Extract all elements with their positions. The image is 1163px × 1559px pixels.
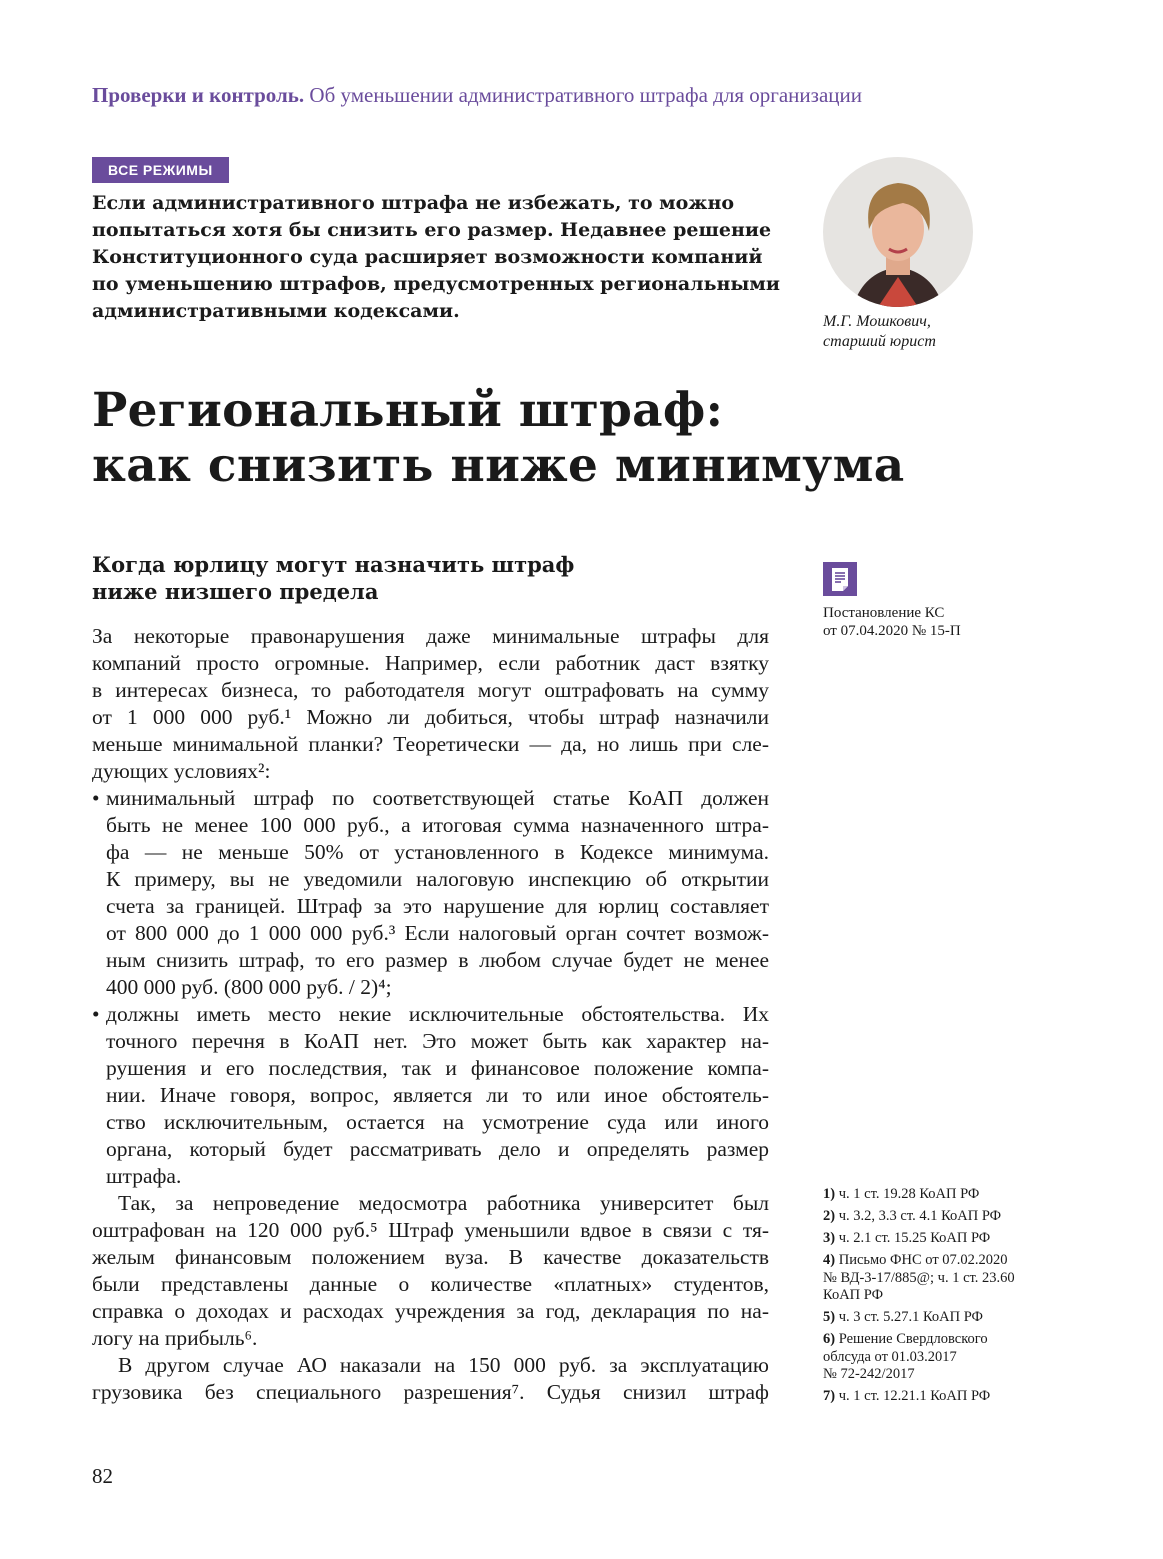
reference-line: Постановление КС bbox=[823, 605, 945, 621]
body-line-text: логу на прибыль⁶. bbox=[92, 1326, 258, 1350]
body-line-text: в интересах бизнеса, то работодателя могут оштрафовать на сумму bbox=[92, 678, 769, 702]
footnote-text: Письмо ФНС от 07.02.2020 bbox=[838, 1252, 1008, 1268]
footnote-number: 3) bbox=[823, 1230, 836, 1246]
body-line bbox=[92, 1190, 769, 1217]
body-line-text: должны иметь место некие исключительные обстоятельства. Их bbox=[106, 1002, 769, 1026]
body-line bbox=[92, 650, 769, 677]
body-line bbox=[92, 839, 769, 866]
body-line bbox=[92, 704, 769, 731]
reference-line: от 07.04.2020 № 15-П bbox=[823, 623, 961, 639]
body-line-text: компаний просто огромные. Например, если работник даст взятку bbox=[92, 651, 769, 675]
author-caption bbox=[823, 312, 936, 352]
subhead-line: ниже низшего предела bbox=[92, 579, 379, 604]
body-line-text: справка о доходах и расходах учреждения за год, декларация по на- bbox=[92, 1299, 769, 1323]
body-line bbox=[92, 1136, 769, 1163]
footnote bbox=[823, 1186, 1053, 1204]
body-line bbox=[92, 947, 769, 974]
footnote bbox=[823, 1208, 1053, 1226]
footnote-text: ч. 3 ст. 5.27.1 КоАП РФ bbox=[838, 1309, 983, 1325]
footnote-text: облсуда от 01.03.2017 bbox=[823, 1348, 957, 1365]
body-line bbox=[92, 866, 769, 893]
body-line bbox=[92, 1352, 769, 1379]
body-line-text: штрафа. bbox=[106, 1164, 182, 1188]
body-line-text: меньше минимальной планки? Теоретически — да, но лишь при сле- bbox=[92, 732, 769, 756]
body-line bbox=[92, 1055, 769, 1082]
section-heading bbox=[92, 551, 574, 605]
body-line-text: Так, за непроведение медосмотра работника университет был bbox=[118, 1191, 769, 1215]
body-line-text: 400 000 руб. (800 000 руб. / 2)⁴; bbox=[106, 975, 392, 999]
body-line bbox=[92, 920, 769, 947]
body-line-text: К примеру, вы не уведомили налоговую инспекцию об открытии bbox=[106, 867, 769, 891]
body-line-text: желым финансовым положением вуза. В качестве доказательств bbox=[92, 1245, 769, 1269]
body-line bbox=[92, 1028, 769, 1055]
body-line bbox=[92, 1244, 769, 1271]
footnote bbox=[823, 1388, 1053, 1406]
body-line-text: дующих условиях²: bbox=[92, 759, 271, 783]
body-line-text: За некоторые правонарушения даже минимальные штрафы для bbox=[92, 624, 769, 648]
page-number: 82 bbox=[92, 1464, 113, 1488]
body-line bbox=[92, 974, 769, 1001]
footnote-number: 2) bbox=[823, 1208, 836, 1224]
body-line bbox=[92, 1298, 769, 1325]
body-line bbox=[92, 623, 769, 650]
footnote-number: 5) bbox=[823, 1309, 836, 1325]
sidebar-reference bbox=[823, 604, 961, 640]
body-line-text: В другом случае АО наказали на 150 000 руб. за эксплуатацию bbox=[118, 1353, 769, 1377]
body-line-text: ным снизить штраф, то его размер в любом случае будет не менее bbox=[106, 948, 769, 972]
body-line-text: точного перечня в КоАП нет. Это может быть как характер на- bbox=[106, 1029, 769, 1053]
author-name: М.Г. Мошкович, bbox=[823, 313, 931, 330]
article-topic: Об уменьшении административного штрафа для организации bbox=[309, 83, 862, 107]
body-line bbox=[92, 1109, 769, 1136]
body-line-text: органа, который будет рассматривать дело и определять размер bbox=[106, 1137, 769, 1161]
author-role: старший юрист bbox=[823, 333, 936, 350]
footnote-text: ч. 1 ст. 12.21.1 КоАП РФ bbox=[838, 1388, 991, 1404]
footnote-text: № 72-242/2017 bbox=[823, 1366, 915, 1382]
tax-regime-badge: ВСЕ РЕЖИМЫ bbox=[92, 157, 229, 183]
article-body bbox=[92, 623, 769, 1406]
body-line bbox=[92, 1325, 769, 1352]
body-line bbox=[92, 1082, 769, 1109]
subhead-line: Когда юрлицу могут назначить штраф bbox=[92, 552, 575, 577]
footnote bbox=[823, 1252, 1053, 1305]
body-line-text: были представлены данные о количестве «платных» студентов, bbox=[92, 1272, 769, 1296]
footnote-text: № ВД-3-17/885@; ч. 1 ст. 23.60 bbox=[823, 1269, 1015, 1286]
footnote-text: КоАП РФ bbox=[823, 1287, 884, 1303]
body-line bbox=[92, 677, 769, 704]
bullet-marker: • bbox=[92, 1002, 100, 1026]
article-title bbox=[92, 383, 904, 493]
footnote-number: 4) bbox=[823, 1252, 836, 1268]
footnote bbox=[823, 1230, 1053, 1248]
footnote-text: ч. 3.2, 3.3 ст. 4.1 КоАП РФ bbox=[838, 1208, 1002, 1224]
running-head bbox=[92, 83, 862, 108]
body-line-text: быть не менее 100 000 руб., а итоговая сумма назначенного штра- bbox=[106, 813, 769, 837]
body-line-text: грузовика без специального разрешения⁷. Судья снизил штраф bbox=[92, 1380, 769, 1404]
footnote-text: Решение Свердловского bbox=[838, 1331, 988, 1347]
section-name: Проверки и контроль. bbox=[92, 83, 305, 107]
body-line-text: счета за границей. Штраф за это нарушение для юрлиц составляет bbox=[106, 894, 769, 918]
lead-paragraph: Если административного штрафа не избежать, то можно попытаться хотя бы снизить его размер. Недавнее решение Конституционного суда расширяет возможности компаний по уменьшению штрафов, предусмотренных региональными административными кодексами. bbox=[92, 192, 781, 322]
title-line: как снизить ниже минимума bbox=[92, 438, 905, 493]
title-line: Региональный штраф: bbox=[92, 383, 724, 438]
body-line-text: от 800 000 до 1 000 000 руб.³ Если налоговый орган сочтет возмож- bbox=[106, 921, 769, 945]
body-line bbox=[92, 1379, 769, 1406]
body-line-text: минимальный штраф по соответствующей статье КоАП должен bbox=[106, 786, 769, 810]
author-photo bbox=[823, 157, 973, 307]
body-line bbox=[92, 1163, 769, 1190]
body-line-text: фа — не меньше 50% от установленного в Кодексе минимума. bbox=[106, 840, 769, 864]
document-icon bbox=[823, 562, 857, 596]
footnote bbox=[823, 1309, 1053, 1327]
body-line bbox=[92, 758, 769, 785]
body-line bbox=[92, 731, 769, 758]
body-line bbox=[92, 1271, 769, 1298]
footnote-number: 7) bbox=[823, 1388, 836, 1404]
body-line-text: нии. Иначе говоря, вопрос, является ли то или иное обстоятель- bbox=[106, 1083, 769, 1107]
body-line-text: ство исключительным, остается на усмотрение суда или иного bbox=[106, 1110, 769, 1134]
footnote-number: 6) bbox=[823, 1331, 836, 1347]
body-line-text: от 1 000 000 руб.¹ Можно ли добиться, чтобы штраф назначили bbox=[92, 705, 769, 729]
footnote bbox=[823, 1331, 1053, 1384]
body-line bbox=[92, 812, 769, 839]
body-line-text: оштрафован на 120 000 руб.⁵ Штраф уменьшили вдвое в связи с тя- bbox=[92, 1218, 769, 1242]
footnote-text: ч. 1 ст. 19.28 КоАП РФ bbox=[838, 1186, 980, 1202]
body-line bbox=[92, 893, 769, 920]
footnotes bbox=[823, 1186, 1053, 1410]
footnote-number: 1) bbox=[823, 1186, 836, 1202]
body-line-text: рушения и его последствия, так и финансовое положение компа- bbox=[106, 1056, 769, 1080]
body-line bbox=[92, 785, 769, 812]
bullet-marker: • bbox=[92, 786, 100, 810]
body-line bbox=[92, 1001, 769, 1028]
footnote-text: ч. 2.1 ст. 15.25 КоАП РФ bbox=[838, 1230, 991, 1246]
body-line bbox=[92, 1217, 769, 1244]
